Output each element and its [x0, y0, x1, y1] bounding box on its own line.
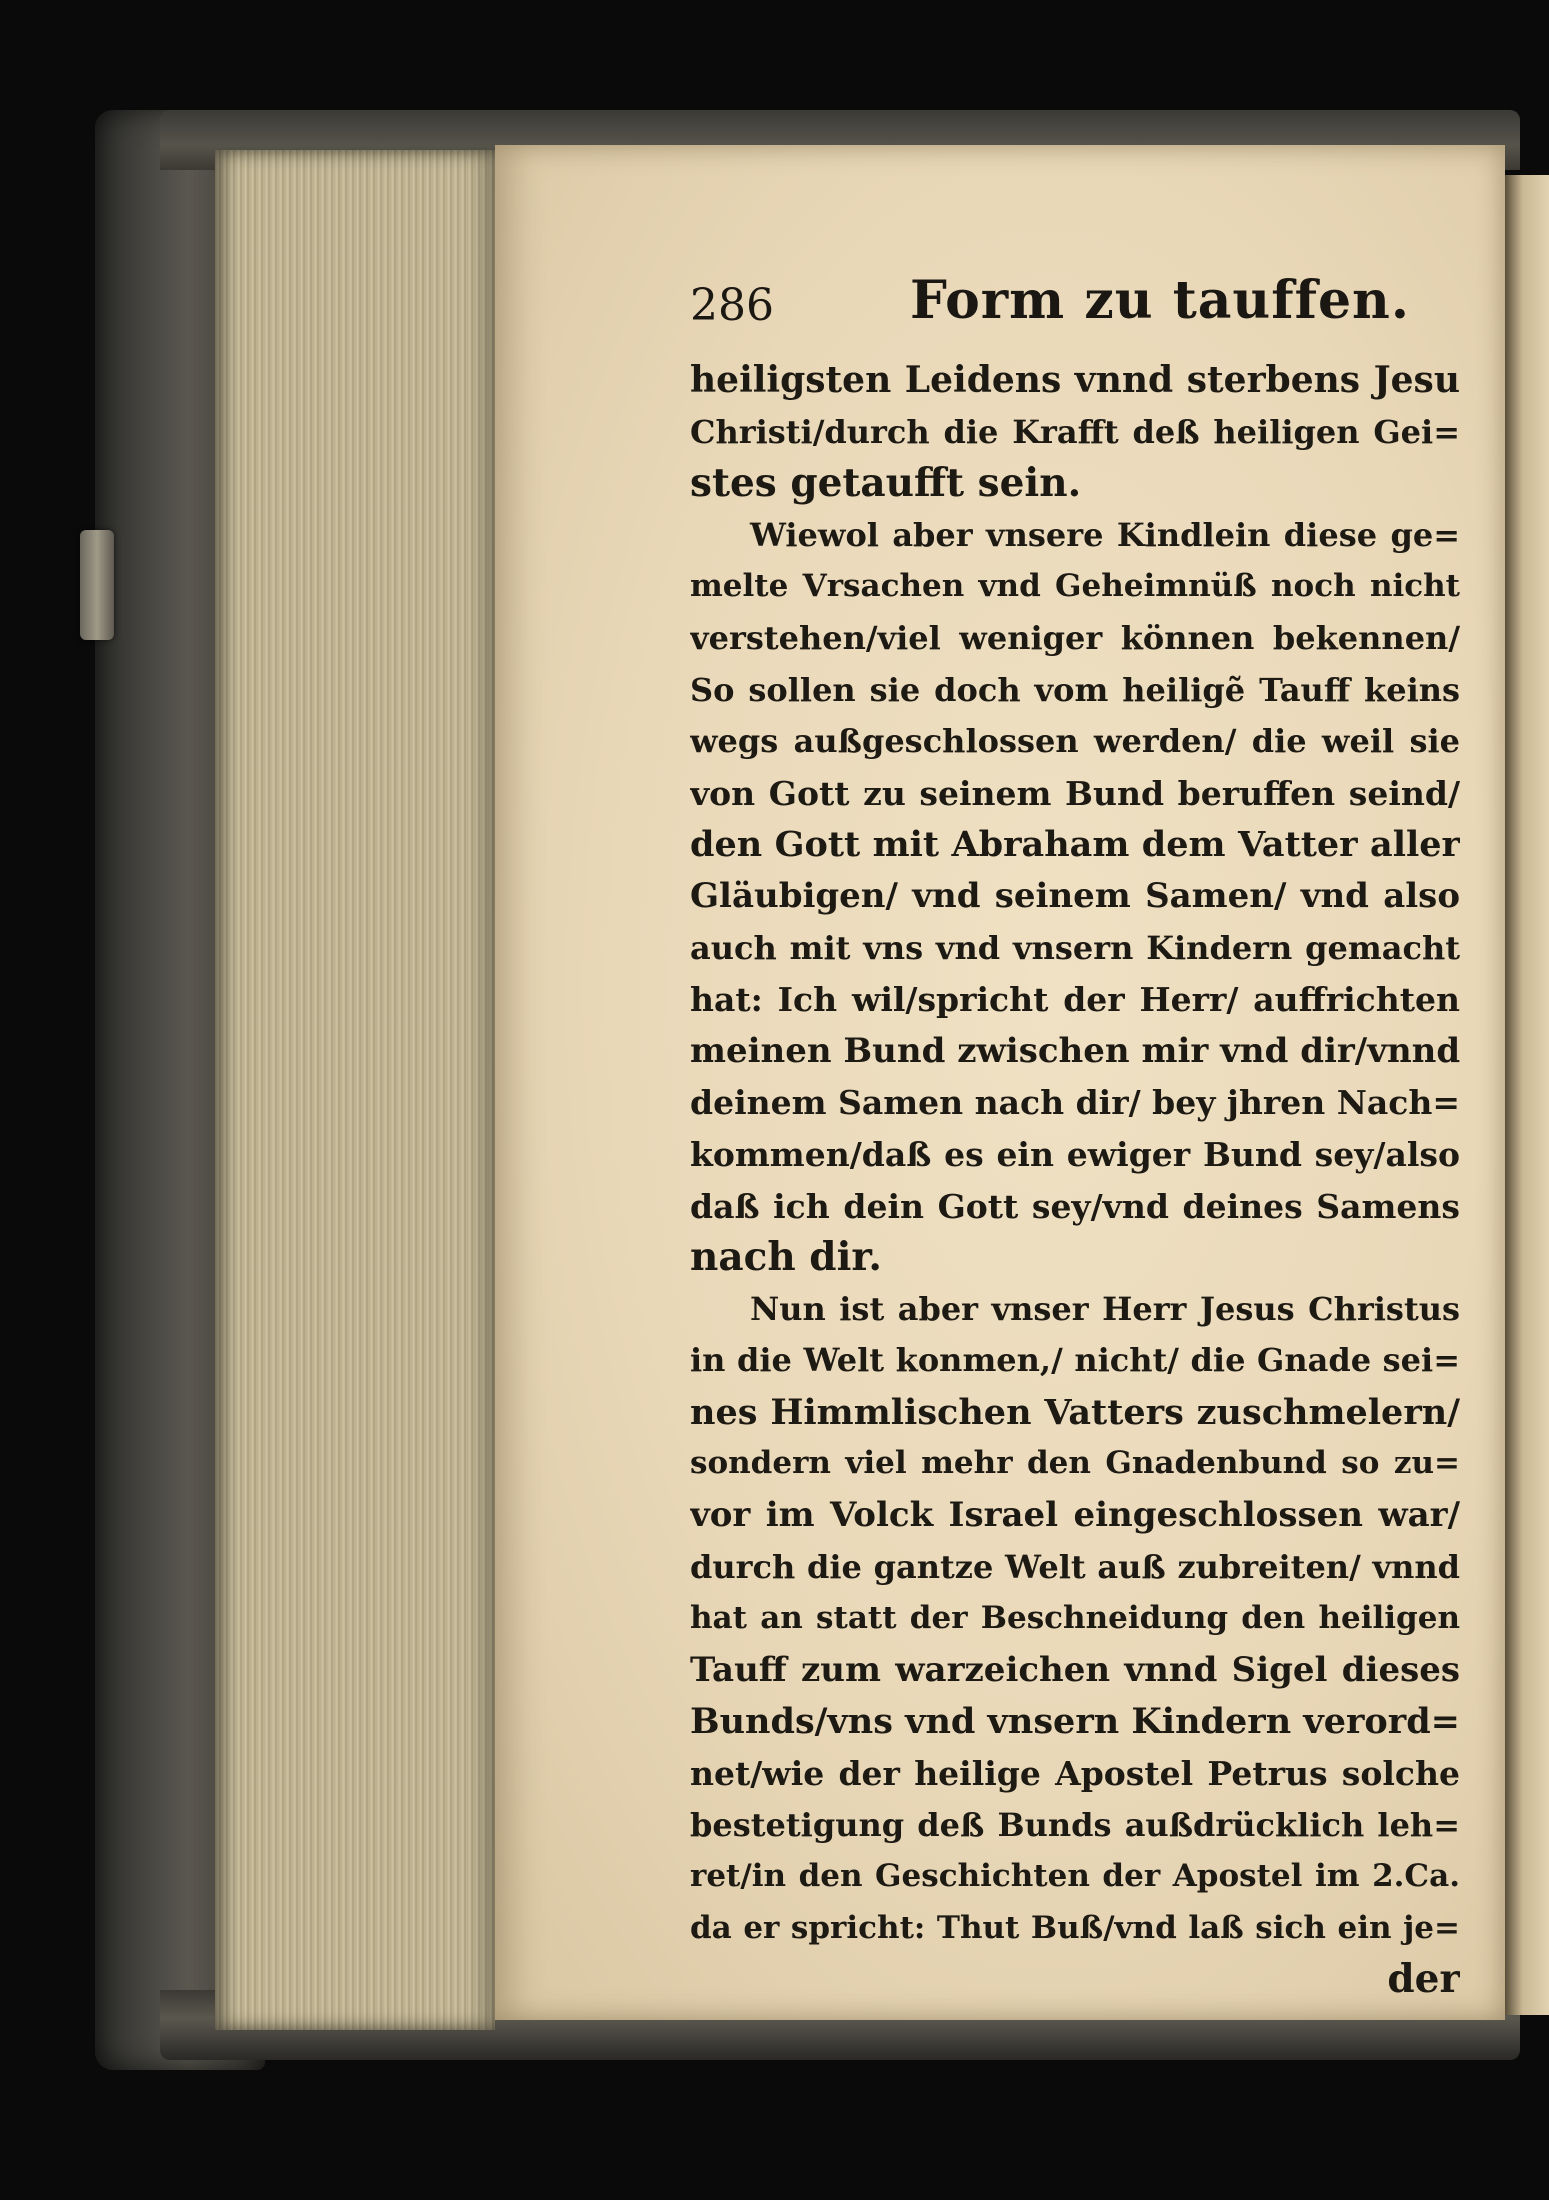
- text-line: hat: Ich wil/spricht der Herr/ auffrichten: [690, 980, 1460, 1020]
- text-line: wegs außgeschlossen werden/ die weil sie: [690, 722, 1460, 761]
- text-line: bestetigung deß Bunds außdrücklich leh=: [690, 1805, 1460, 1844]
- text-line: Gläubigen/ vnd seinem Samen/ vnd also: [690, 875, 1460, 916]
- text-line: Nun ist aber vnser Herr Jesus Christus: [750, 1289, 1460, 1328]
- catchword: der: [1387, 1956, 1460, 2003]
- text-line: Bunds/vns vnd vnsern Kindern verord=: [690, 1701, 1460, 1743]
- facing-page-edge: [1505, 175, 1549, 2015]
- text-line: von Gott zu seinem Bund beruffen seind/: [690, 773, 1460, 813]
- text-line: kommen/daß es ein ewiger Bund sey/also: [690, 1134, 1460, 1174]
- text-line: ret/in den Geschichten der Apostel im 2.Ca.: [690, 1858, 1460, 1895]
- text-line: daß ich dein Gott sey/vnd deines Samens: [690, 1186, 1460, 1226]
- text-line: nach dir.: [690, 1234, 882, 1281]
- running-head: Form zu tauffen.: [910, 270, 1410, 331]
- text-line: So sollen sie doch vom heiligẽ Tauff keins: [690, 670, 1460, 709]
- text-line: melte Vrsachen vnd Geheimnüß noch nicht: [690, 568, 1460, 605]
- text-line: net/wie der heilige Apostel Petrus solche: [690, 1754, 1460, 1794]
- page-number: 286: [690, 280, 774, 331]
- page-fore-edge: [215, 150, 495, 2030]
- text-line: stes getaufft sein.: [690, 460, 1082, 507]
- text-line: Christi/durch die Krafft deß heiligen Gei=: [690, 412, 1460, 451]
- text-line: heiligsten Leidens vnnd sterbens Jesu: [690, 359, 1460, 401]
- text-line: hat an statt der Beschneidung den heiligen: [690, 1600, 1460, 1637]
- text-line: nes Himmlischen Vatters zuschmelern/: [690, 1391, 1460, 1433]
- text-line: auch mit vns vnd vnsern Kindern gemacht: [690, 928, 1460, 967]
- text-line: Wiewol aber vnsere Kindlein diese ge=: [750, 515, 1460, 554]
- text-line: durch die gantze Welt auß zubreiten/ vnnd: [690, 1547, 1460, 1586]
- text-line: meinen Bund zwischen mir vnd dir/vnnd: [690, 1030, 1460, 1071]
- metal-clasp: [80, 530, 114, 640]
- page-header: [690, 270, 1450, 360]
- text-line: in die Welt konmen,/ nicht/ die Gnade sei=: [690, 1341, 1460, 1380]
- text-line: sondern viel mehr den Gnadenbund so zu=: [690, 1445, 1460, 1482]
- text-line: vor im Volck Israel eingeschlossen war/: [690, 1495, 1460, 1536]
- page-body-text: [690, 355, 1460, 2006]
- text-line: verstehen/viel weniger können bekennen/: [690, 618, 1460, 657]
- text-line: deinem Samen nach dir/ bey jhren Nach=: [690, 1083, 1460, 1123]
- text-line: den Gott mit Abraham dem Vatter aller: [690, 824, 1460, 866]
- text-line: Tauff zum warzeichen vnnd Sigel dieses: [690, 1649, 1460, 1690]
- text-line: da er spricht: Thut Buß/vnd laß sich ein je=: [690, 1909, 1460, 1946]
